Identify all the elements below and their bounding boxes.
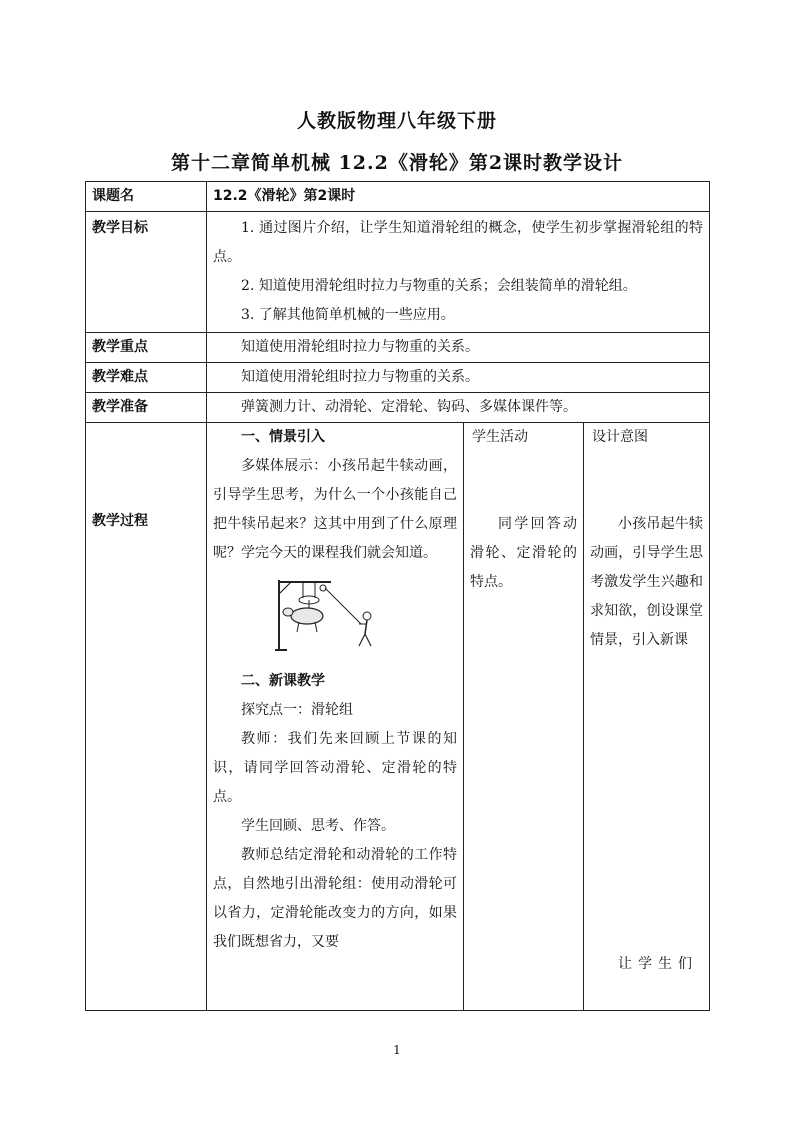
difficulty-value: 知道使用滑轮组时拉力与物重的关系。 — [241, 369, 479, 385]
design-intent-text-2: 让学生们 — [618, 956, 698, 972]
key-point-label: 教学重点 — [86, 333, 207, 363]
goal-item-2: 2. 知道使用滑轮组时拉力与物重的关系；会组装简单的滑轮组。 — [241, 278, 637, 294]
preparation-value: 弹簧测力计、动滑轮、定滑轮、钩码、多媒体课件等。 — [241, 399, 577, 415]
document-subtitle: 第十二章简单机械 12.2《滑轮》第2课时教学设计 — [170, 152, 624, 174]
page-number: 1 — [393, 1043, 401, 1057]
goal-item-3: 3. 了解其他简单机械的一些应用。 — [241, 307, 455, 323]
topic-label: 课题名 — [86, 182, 207, 212]
key-point-value: 知道使用滑轮组时拉力与物重的关系。 — [241, 339, 479, 355]
lesson-plan-table — [85, 181, 710, 1011]
design-intent-text: 小孩吊起牛犊动画，引导学生思考激发学生兴趣和求知欲，创设课堂情景，引入新课 — [590, 516, 703, 648]
row-preparation — [86, 393, 710, 423]
difficulty-label: 教学难点 — [86, 363, 207, 393]
row-key-point — [86, 333, 710, 363]
design-intent-header: 设计意图 — [592, 429, 648, 445]
section1-text: 多媒体展示：小孩吊起牛犊动画，引导学生思考，为什么一个小孩能自己把牛犊吊起来？这其中用到了什么原理呢？学完今天的课程我们就会知道。 — [213, 458, 457, 561]
student-activity-cell — [464, 423, 584, 1011]
boy-lifting-calf-illustration — [263, 574, 383, 652]
row-goals — [86, 212, 710, 333]
teacher-review-text: 教师：我们先来回顾上节课的知识，请同学回答动滑轮、定滑轮的特点。 — [213, 731, 457, 805]
goals-label: 教学目标 — [86, 212, 207, 333]
topic-value: 12.2《滑轮》第2课时 — [207, 182, 710, 212]
goals-cell — [207, 212, 710, 333]
difficulty-cell — [207, 363, 710, 393]
process-label: 教学过程 — [86, 423, 207, 1011]
goal-item-1: 1. 通过图片介绍，让学生知道滑轮组的概念，使学生初步掌握滑轮组的特点。 — [213, 220, 703, 265]
teacher-summary-text: 教师总结定滑轮和动滑轮的工作特点，自然地引出滑轮组：使用动滑轮可以省力，定滑轮能改变力的方向，如果我们既想省力，又要 — [213, 847, 457, 950]
preparation-cell — [207, 393, 710, 423]
student-activity-text: 同学回答动滑轮、定滑轮的特点。 — [470, 516, 577, 590]
section2-heading: 二、新课教学 — [241, 673, 325, 689]
row-topic — [86, 182, 710, 212]
key-point-cell — [207, 333, 710, 363]
student-review-text: 学生回顾、思考、作答。 — [241, 818, 395, 834]
explore-point-1: 探究点一：滑轮组 — [241, 702, 353, 718]
teacher-activity-cell — [207, 423, 464, 1011]
document-title: 人教版物理八年级下册 — [296, 110, 497, 132]
section1-heading: 一、情景引入 — [241, 429, 325, 445]
row-difficulty — [86, 363, 710, 393]
preparation-label: 教学准备 — [86, 393, 207, 423]
row-process — [86, 423, 710, 1011]
design-intent-cell — [584, 423, 710, 1011]
student-activity-header: 学生活动 — [472, 429, 528, 445]
